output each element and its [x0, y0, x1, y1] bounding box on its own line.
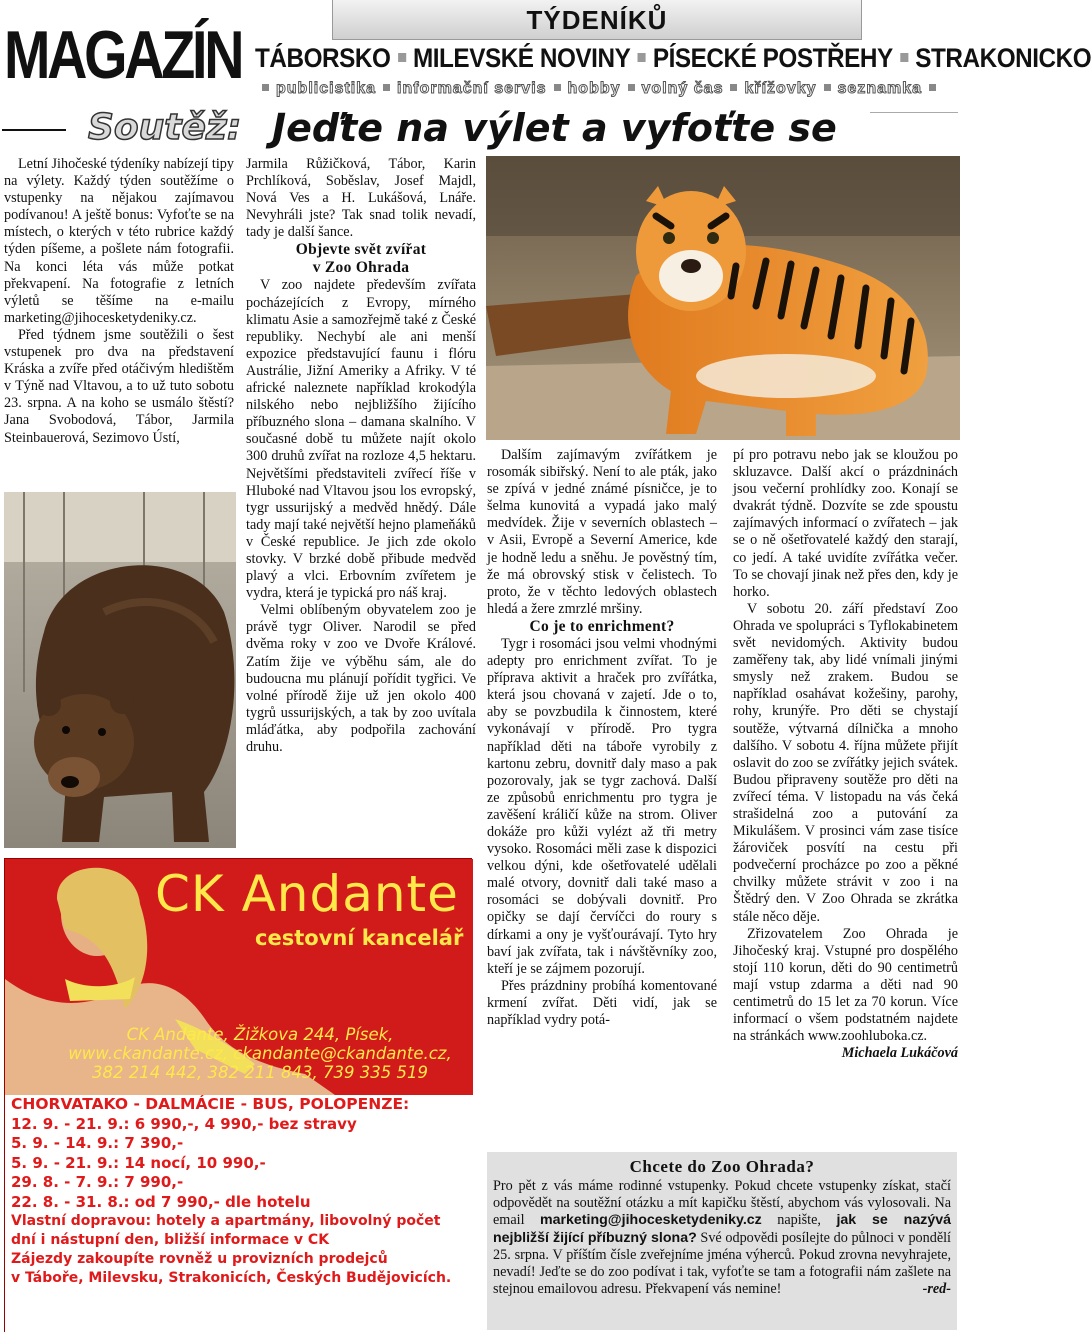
- ad-brand-name: CK Andante: [155, 865, 459, 923]
- separator-square: [398, 53, 406, 62]
- paragraph: Dalším zajímavým zvířátkem je rosomák sibiřský. Není to ale pták, jako se zpívá v jedné známé písničce, je to šelma kunovitá a vypadá jako malý medvídek. Žije v severních oblastech – v Asii, Evropě a Severní Americe, kde je hodně ledu a sněhu. Je pověstný tím, že má obrovský stisk v čelistech. To proto, že v těchto ledových oblastech hledá a žere zmrzlé mršiny.: [487, 447, 717, 617]
- topic: křížovky: [744, 80, 817, 97]
- subheading: Co je to enrichment?: [529, 617, 675, 635]
- article-column-1: [4, 156, 234, 447]
- contest-title: Chcete do Zoo Ohrada?: [629, 1157, 815, 1176]
- ad-phones: 382 214 442, 382 211 843, 739 335 519: [92, 1063, 428, 1082]
- topic: informační servis: [397, 80, 547, 97]
- bear-photo: [4, 492, 236, 848]
- topic: publicistika: [276, 80, 377, 97]
- ad-address: CK Andante, Žižkova 244, Písek,: [126, 1025, 394, 1044]
- article-headline: Jeďte na výlet a vyfoťte se: [272, 106, 837, 150]
- ad-note: v Táboře, Milevsku, Strakonicích, Českých Budějovicích.: [11, 1270, 452, 1286]
- paper-name: TÁBORSKO: [255, 43, 391, 73]
- travel-agency-ad: [4, 858, 472, 1332]
- paragraph: Před týdnem jsme soutěžili o šest vstupenek pro dva na představení Kráska a zvíře před otáčivým hledištěm v Týně nad Vltavou, a to už tuto sobotu 23. srpna. A na koho se usmálo štěstí? Jana Svobodová, Tábor, Jarmila Steinbauerová, Sezimovo Ústí,: [4, 326, 234, 446]
- bear-image: [4, 492, 236, 848]
- paragraph: Přes prázdniny probíhá komentované krmení zvířat. Děti vidí, jak se například vydry potá-: [487, 977, 717, 1028]
- topic-list: [255, 78, 955, 100]
- subheading: Objevte svět zvířat: [295, 241, 427, 259]
- ad-tour-list: [5, 1095, 473, 1333]
- ad-note: Vlastní dopravou: hotely a apartmány, libovolný počet: [11, 1213, 441, 1229]
- paragraph: Velmi oblíbeným obyvatelem zoo je právě tygr Oliver. Narodil se před dvěma roky v zoo ve Dvoře Králové. Zatím žije ve výběhu sám, ale do budoucna mu plánují pořídit tygřici. Ve volné přírodě žije už jen okolo 400 tygrů ussurijských, a tak by zoo uvítala mláďátka, aby podpořila zachování druhu.: [246, 602, 476, 755]
- article-column-3: [487, 447, 717, 1029]
- article-column-2: [246, 156, 476, 756]
- contest-email[interactable]: marketing@jihocesketydeniky.cz: [540, 1212, 762, 1229]
- tiger-image: [486, 156, 960, 440]
- bullet-square: [824, 84, 831, 91]
- tour-item: 5. 9. - 21. 9.: 14 nocí, 10 990,-: [11, 1153, 266, 1172]
- ad-subtitle: cestovní kancelář: [255, 926, 464, 950]
- paragraph: Letní Jihočeské týdeníky nabízejí tipy na výlety. Každý týden soutěžíme o vstupenky na nějakou zajímavou podívanou! A ještě bonus: Vyfoťte se na místech, o kterých v této rubrice každý týden píšeme, a pošlete nám fotografii. Na konci léta vás může potkat překvapení. Na fotografie z letních výletů se těšíme na e-mailu marketing@jihocesketydeniky.cz.: [4, 156, 234, 326]
- tour-item: 5. 9. - 14. 9.: 7 390,-: [11, 1134, 184, 1152]
- paper-name: MILEVSKÉ NOVINY: [412, 43, 631, 73]
- bullet-square: [262, 84, 269, 91]
- bullet-square: [628, 84, 635, 91]
- tour-item: 22. 8. - 31. 8.: od 7 990,- dle hotelu: [11, 1192, 311, 1211]
- divider: [870, 112, 958, 113]
- paper-name: STRAKONICKO: [915, 43, 1091, 73]
- bullet-square: [383, 84, 390, 91]
- contest-signature: -red-: [922, 1281, 951, 1298]
- ad-web: www.ckandante.cz, ckandante@ckandante.cz,: [68, 1044, 452, 1063]
- tydeniku-banner: TÝDENÍKŮ: [332, 0, 862, 40]
- tour-heading: CHORVATAKO - DALMÁCIE - BUS, POLOPENZE:: [11, 1095, 410, 1113]
- ad-contact: [55, 1025, 465, 1082]
- bullet-square: [554, 84, 561, 91]
- tour-item: 29. 8. - 7. 9.: 7 990,-: [11, 1173, 184, 1191]
- separator-square: [638, 53, 646, 62]
- topic: seznamka: [837, 80, 923, 97]
- topic: volný čas: [641, 80, 724, 97]
- paragraph: Jarmila Růžičková, Tábor, Karin Prchlíková, Soběslav, Josef Majdl, Nová Ves a H. Lukášová, Lnáře. Nevyhráli jste? Tak snad tolik nevadí, tady je další šance.: [246, 156, 476, 241]
- contest-box: [487, 1152, 957, 1330]
- article-column-4: [733, 447, 958, 1062]
- masthead: MAGAZÍN: [4, 17, 242, 93]
- paragraph: Tygr i rosomáci jsou velmi vhodnými adepty pro enrichment zvířat. To je příprava aktivit a hraček pro zvířátka, která jsou chovaná v zajetí. Jde o to, aby se povzbudila k činnostem, které vykonávají v přírodě. Pro tygra například děti na táboře vyrobily z kartonu zebru, dovnitř daly maso a pak pozorovaly, jak se tygr zachová. Další ze způsobů enrichmentu pro tygra je zavěšení králičí kůže na strom. Oliver dokáže pro kůži vylézt až tři metry vysoko. Rosomáci měli zase k dispozici velkou dýni, kde ošetřovatelé udělali malé otvory, dovnitř dali také maso a rosomáci se dobývali dovnitř. Pro opičky se dají červíčci do roury s dírkami a ony je vyšťourávají. Tyto hry baví jak zvířata, tak i návštěvníky zoo, kteří je se zájmem pozorují.: [487, 635, 717, 977]
- bullet-square: [730, 84, 737, 91]
- bullet-square: [929, 84, 936, 91]
- ad-note: dní i nástupní den, bližší informace v CK: [11, 1232, 330, 1248]
- contest-question: jak se nazývá nejbližší žijící příbuzný slona?: [493, 1212, 952, 1246]
- newspaper-list: [255, 40, 1091, 76]
- contest-text-part: Své odpovědi posílejte do půlnoci v pondělí 25. srpna. V příštím čísle zveřejníme jména výherců. Pokud zrovna nevyhrajete, nevadí! Jeďte se do zoo podívat i tak, vyfoťte se tam a fotografii nám zašlete na stejnou emailovou adresu. Překvapení vás nemine!: [493, 1229, 952, 1298]
- topic: hobby: [567, 80, 621, 97]
- paragraph: pí pro potravu nebo jak se kloužou po skluzavce. Další akcí o prázdninách jsou večerní prohlídky zoo. Konají se dvakrát týdně. Dozvíte se zde spoustu zajímavých informací o zvířatech – jak se o ně ošetřovatelé každý den starají, co jedí. A také uvidíte zvířátka večer. To se chovají jinak než přes den, kdy je horko.: [733, 447, 958, 600]
- contest-text: [493, 1178, 951, 1298]
- ad-note: Zájezdy zakoupíte rovněž u provizních prodejců: [11, 1251, 388, 1267]
- contest-intro: Pro pět z vás máme rodinné vstupenky. Pokud chcete vstupenky získat, stačí odpovědět na soutěžní otázku a mít kapičku štěstí, abychom vás vylosovali. Na email: [493, 1178, 951, 1229]
- tour-item: 12. 9. - 21. 9.: 6 990,-, 4 990,- bez stravy: [11, 1114, 357, 1133]
- separator-square: [900, 53, 908, 62]
- contest-text-part: napište,: [761, 1212, 837, 1229]
- divider: [2, 129, 66, 131]
- subheading: v Zoo Ohrada: [312, 259, 410, 277]
- paragraph: V zoo najdete především zvířata pocházejících z Evropy, mírného klimatu Asie a samozřejmě také z České republiky. Nechybí ale ani menší expozice představující faunu i flóru Austrálie, Jižní Ameriky a Afriky. V té africké naleznete například krokodýla nilského nebo nejbližšího žijícího příbuzného slona – damana skalního. V současné době tu můžete najít okolo 300 druhů zvířat na rozloze 4,5 hektaru. Největšími představiteli zvířecí říše v Hluboké nad Vltavou jsou los evropský, tygr ussurijský a medvěd hnědý. Dále tady mají také největší hejno plameňáků v České republice. Je jich zde okolo stovky. V brzké době přibude medvěd plavý a vlci. Erbovním zvířetem je vydra, která je typická pro náš kraj.: [246, 277, 476, 602]
- section-kicker: Soutěž:: [88, 107, 242, 148]
- author-signature: Michaela Lukáčová: [841, 1045, 958, 1062]
- paragraph: Zřizovatelem Zoo Ohrada je Jihočeský kraj. Vstupné pro dospělého stojí 110 korun, děti do 90 centimetrů mají vstup zdarma a děti nad 90 centimetrů do 15 let za 70 korun. Více informací o všem podstatném najdete na stránkách www.zoohluboka.cz.: [733, 925, 958, 1045]
- tiger-photo: [486, 156, 960, 440]
- paper-name: PÍSECKÉ POSTŘEHY: [652, 43, 893, 73]
- paragraph: V sobotu 20. září představí Zoo Ohrada ve spolupráci s Tyflokabinetem svět nevidomých. Aktivity budou zaměřeny tak, aby lidé vnímali jinými smysly než zrakem. Budou se například osahávat kožešiny, parohy, rohy, krunýře. Pro děti se chystají soutěže, výtvarná dílnička a mnoho dalšího. V sobotu 4. října můžete přijít oslavit do zoo se zvířátky jejich svátek. Budou připraveny soutěže pro děti na zvířecí téma. V listopadu na vás čeká strašidelná zoo a putování za Mikulášem. V prosinci vám zase tisíce žároviček posvítí na cestu při podvečerní procházce po zoo a pěkné chvilky můžete strávit v zoo i na Štědrý den. V Zoo Ohrada se zkrátka stále něco děje.: [733, 600, 958, 925]
